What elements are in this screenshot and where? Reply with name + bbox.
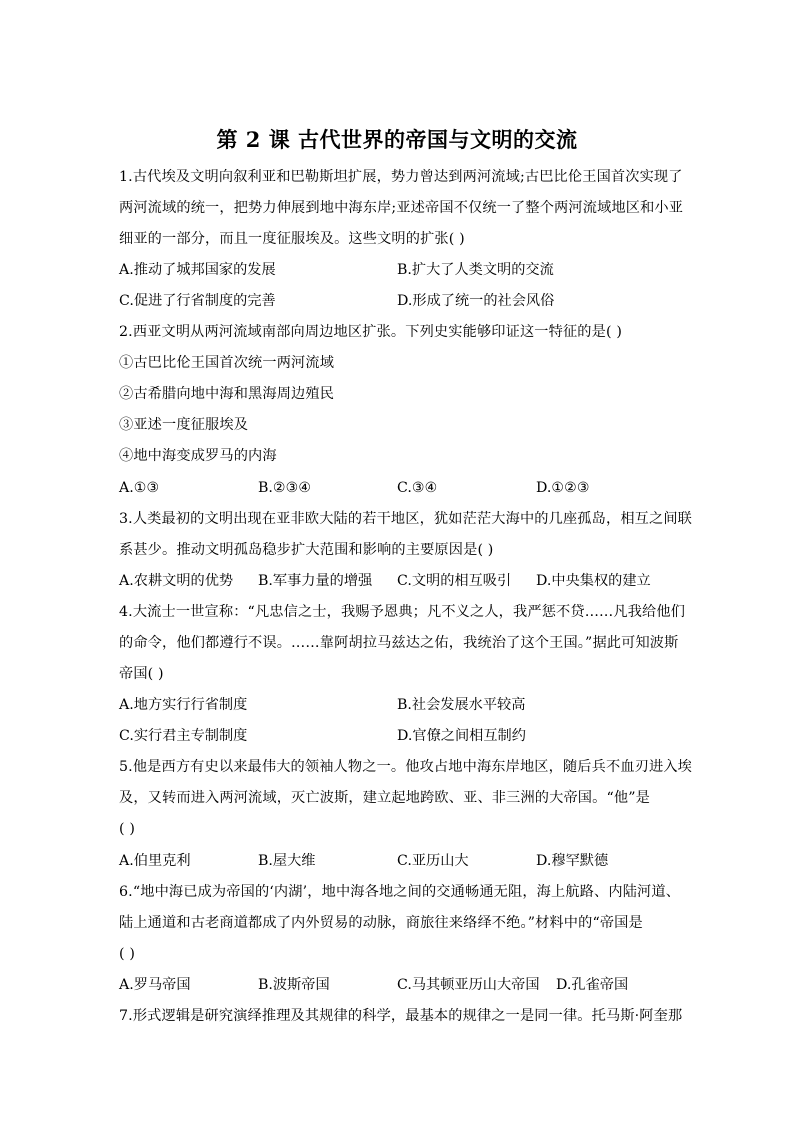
q3-option-b: B.军事力量的增强 (258, 573, 373, 589)
q1-option-c: C.促进了行省制度的完善 (119, 293, 276, 309)
q6-option-d: D.孔雀帝国 (556, 977, 629, 993)
q4-option-d: D.官僚之间相互制约 (397, 728, 526, 744)
q6-option-c: C.马其顿亚历山大帝国 (397, 977, 540, 993)
q6-option-a: A.罗马帝国 (119, 977, 191, 993)
q6-line-1: 6.“地中海已成为帝国的‘内湖’，地中海各地之间的交通畅通无阻，海上航路、内陆河道、 (119, 884, 681, 900)
q2-option-a: A.①③ (119, 480, 160, 496)
q1-option-a: A.推动了城邦国家的发展 (119, 262, 276, 278)
q5-option-c: C.亚历山大 (397, 853, 469, 869)
q4-option-b: B.社会发展水平较高 (397, 697, 526, 713)
q3-option-a: A.农耕文明的优势 (119, 573, 234, 589)
q6-option-b: B.波斯帝国 (258, 977, 330, 993)
q2-option-b: B.②③④ (258, 480, 312, 496)
q4-line-3: 帝国( ) (119, 666, 164, 682)
q3-option-c: C.文明的相互吸引 (397, 573, 512, 589)
q6-line-3: ( ) (119, 946, 136, 962)
q5-option-b: B.屋大维 (258, 853, 316, 869)
q1-line-1: 1.古代埃及文明向叙利亚和巴勒斯坦扩展，势力曾达到两河流域;古巴比伦王国首次实现了 (119, 169, 683, 185)
q4-option-a: A.地方实行行省制度 (119, 697, 248, 713)
q1-line-3: 细亚的一部分，而且一度征服埃及。这些文明的扩张( ) (119, 231, 465, 247)
q2-option-c: C.③④ (397, 480, 438, 496)
q4-line-2: 的命令，他们都遵行不误。……靠阿胡拉马兹达之佑，我统治了这个王国。”据此可知波斯 (119, 635, 679, 651)
q3-line-2: 系甚少。推动文明孤岛稳步扩大范围和影响的主要原因是( ) (119, 542, 494, 558)
q5-option-d: D.穆罕默德 (536, 853, 609, 869)
q3-option-d: D.中央集权的建立 (536, 573, 651, 589)
q4-option-c: C.实行君主专制制度 (119, 728, 248, 744)
q2-statement-2: ②古希腊向地中海和黑海周边殖民 (119, 386, 335, 402)
q2-option-d: D.①②③ (536, 480, 590, 496)
q2-statement-4: ④地中海变成罗马的内海 (119, 448, 277, 464)
page-title: 第 2 课 古代世界的帝国与文明的交流 (216, 127, 578, 152)
q2-line-1: 2.西亚文明从两河流域南部向周边地区扩张。下列史实能够印证这一特征的是( ) (119, 324, 623, 340)
q1-option-b: B.扩大了人类文明的交流 (397, 262, 554, 278)
q1-option-d: D.形成了统一的社会风俗 (397, 293, 555, 309)
q5-line-1: 5.他是西方有史以来最伟大的领袖人物之一。他攻占地中海东岸地区，随后兵不血刃进入埃 (119, 759, 693, 775)
q5-option-a: A.伯里克利 (119, 853, 191, 869)
q6-line-2: 陆上通道和古老商道都成了内外贸易的动脉，商旅往来络绎不绝。”材料中的“帝国是 (119, 915, 643, 931)
q7-line-1: 7.形式逻辑是研究演绎推理及其规律的科学，最基本的规律之一是同一律。托马斯·阿奎那 (119, 1008, 683, 1024)
q1-line-2: 两河流域的统一，把势力伸展到地中海东岸;亚述帝国不仅统一了整个两河流域地区和小亚 (119, 200, 684, 216)
q5-line-2: 及，又转而进入两河流域，灭亡波斯，建立起地跨欧、亚、非三洲的大帝国。“他”是 (119, 790, 650, 806)
q3-line-1: 3.人类最初的文明出现在亚非欧大陆的若干地区，犹如茫茫大海中的几座孤岛，相互之间联 (119, 511, 693, 527)
q4-line-1: 4.大流士一世宣称：“凡忠信之士，我赐予恩典；凡不义之人，我严惩不贷……凡我给他们 (119, 604, 686, 620)
q2-statement-1: ①古巴比伦王国首次统一两河流域 (119, 355, 335, 371)
q5-line-3: ( ) (119, 821, 136, 837)
q2-statement-3: ③亚述一度征服埃及 (119, 417, 249, 433)
